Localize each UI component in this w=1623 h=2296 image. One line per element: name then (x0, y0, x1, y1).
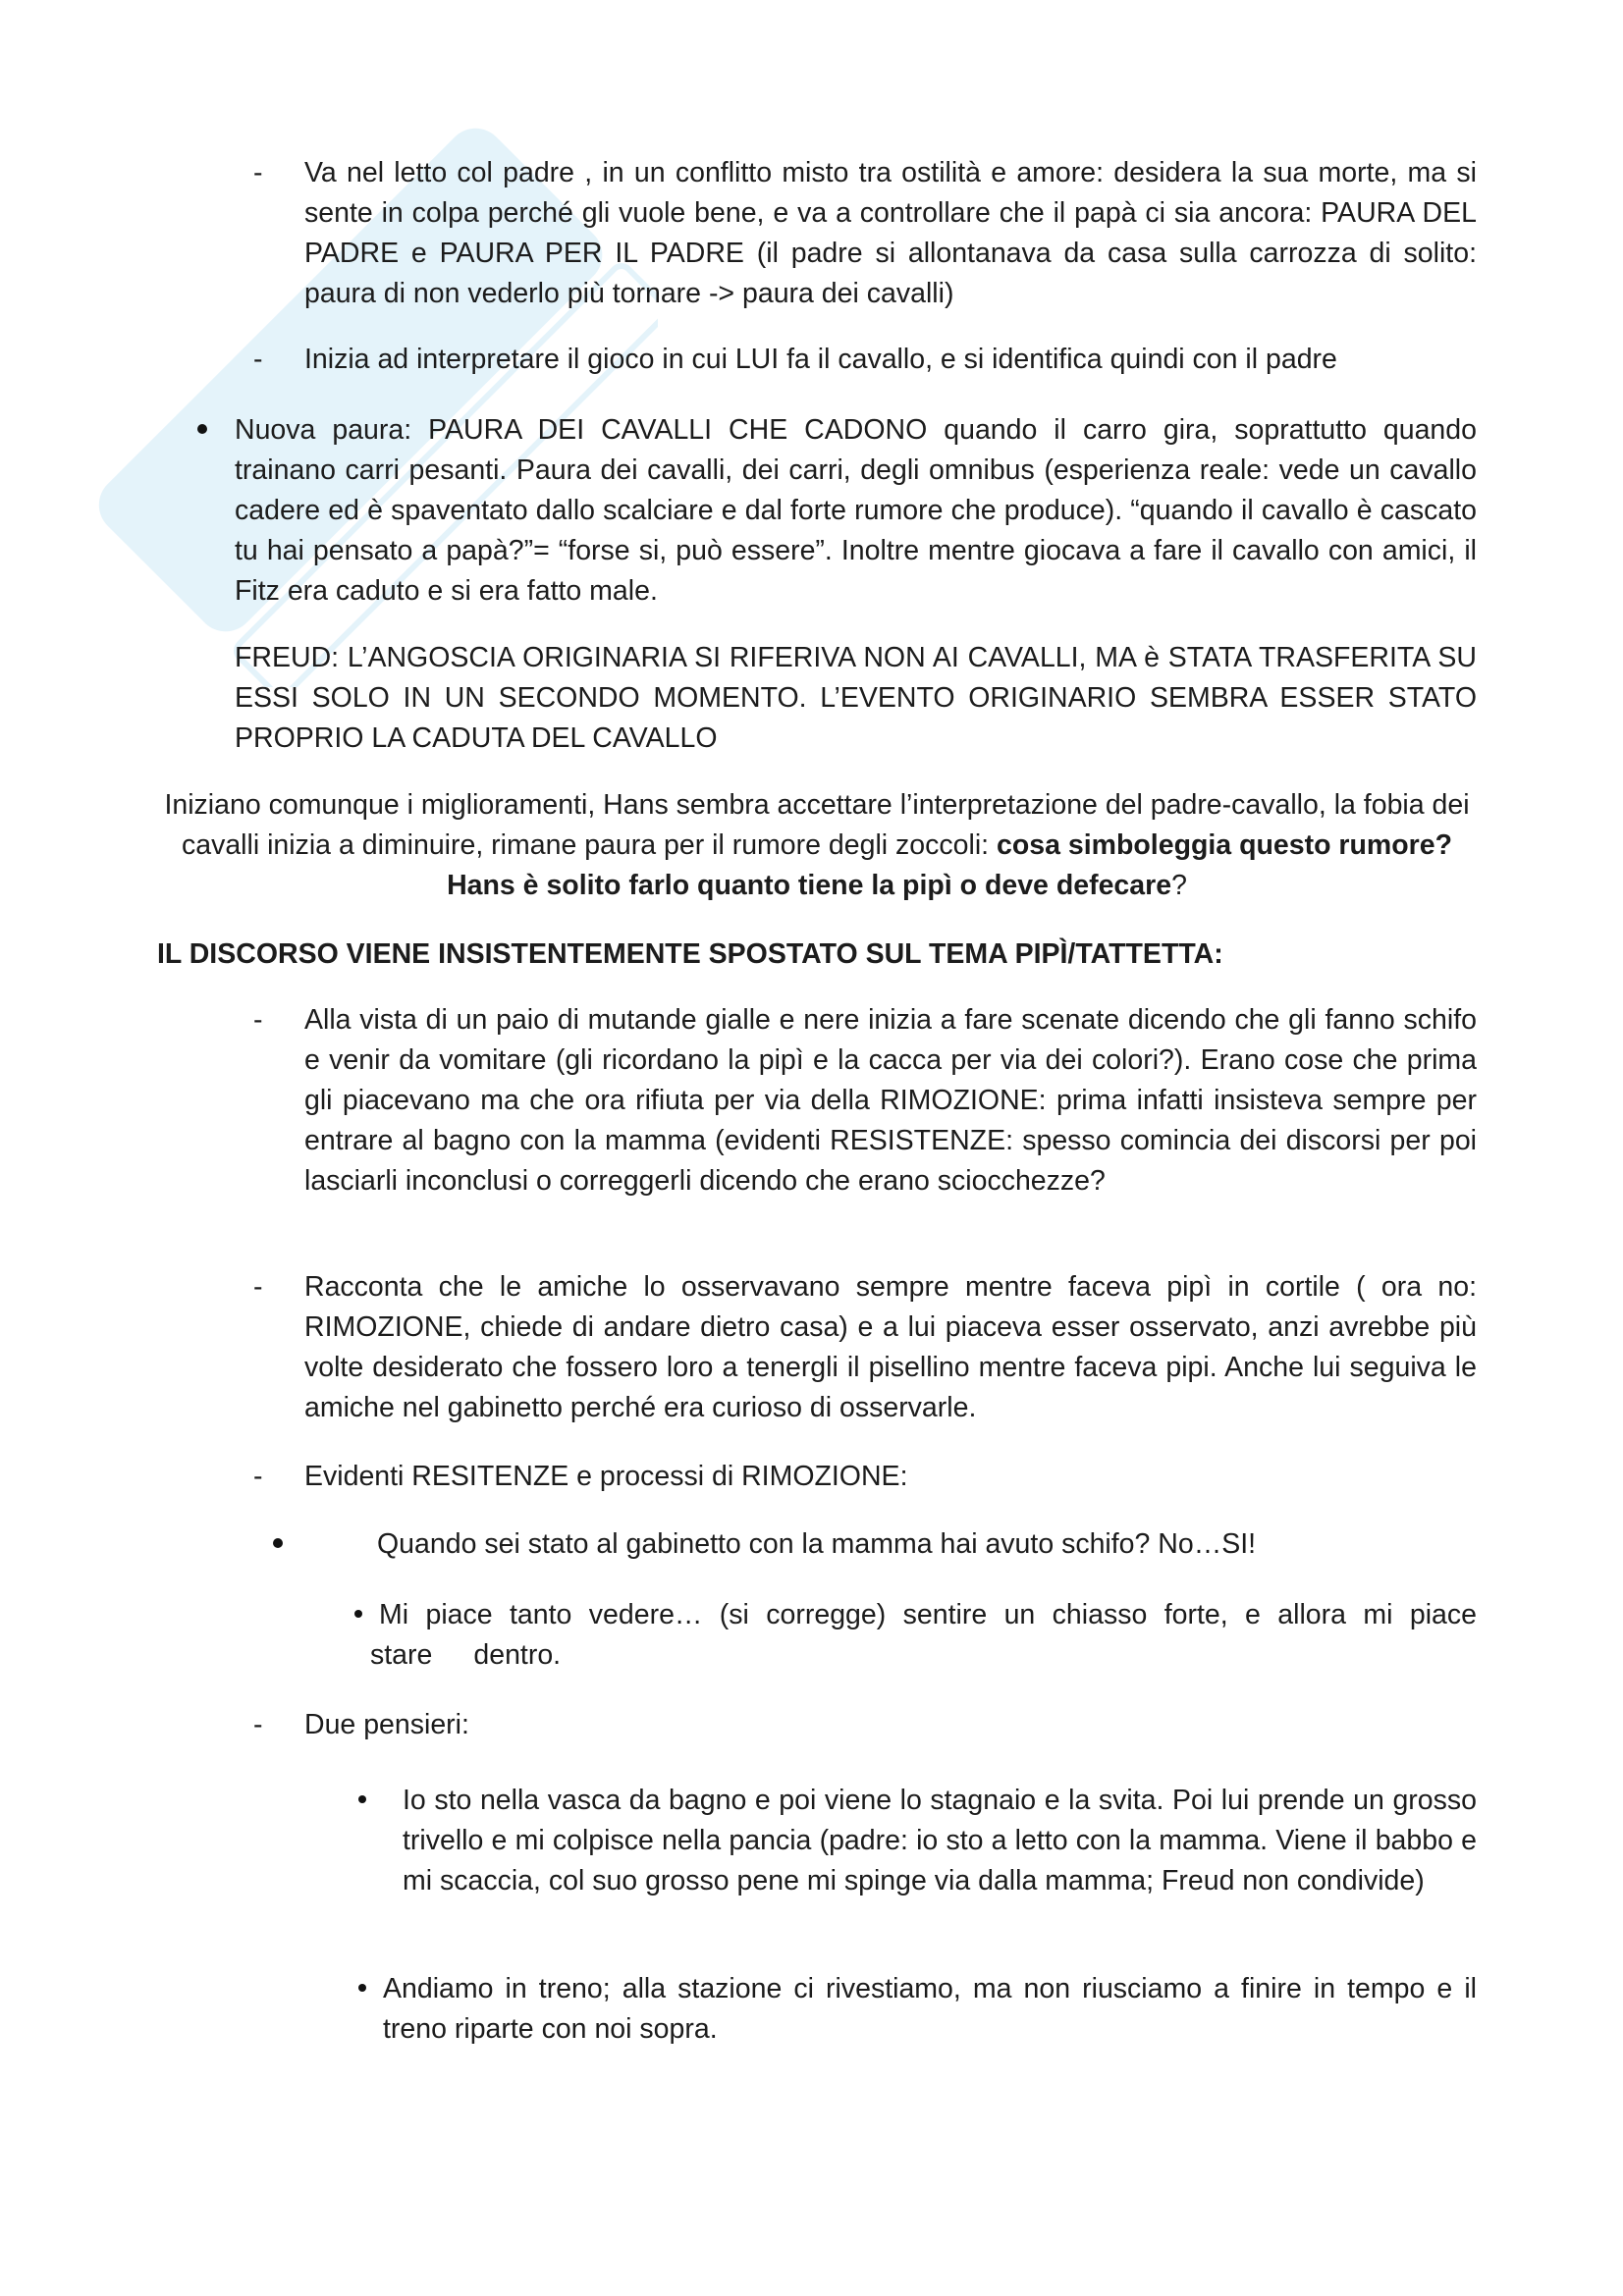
list-item-new-fear: Nuova paura: PAURA DEI CAVALLI CHE CADONO quando il carro gira, soprattutto quando trainano carri pesanti. Paura dei cavalli, dei carri, degli omnibus (esperienza reale: vede un cavallo cadere ed è spaventato dallo scalciare e dal forte rumore che produce). “quando il cavallo è cascato tu hai pensato a papà?”= “forse si, può essere”. Inoltre mentre giocava a fare il cavallo con amici, il Fitz era caduto e si era fatto male. (235, 414, 1477, 607)
sub-item-toilet-question: Quando sei stato al gabinetto con la mamma hai avuto schifo? No…SI! (377, 1528, 1257, 1560)
bullet-icon (197, 424, 207, 434)
word-stare: stare (370, 1639, 433, 1671)
bullet-icon (273, 1538, 283, 1548)
list-item-resistances: Evidenti RESITENZE e processi di RIMOZIONE: (304, 1461, 908, 1492)
list-item-underpants: Alla vista di un paio di mutande gialle e nere inizia a fare scenate dicendo che gli fanno schifo e venir da vomitare (gli ricordano la pipì e la cacca per via dei colori?). Erano cose che prima gli piacevano ma che ora rifiuta per via della RIMOZIONE: prima infatti insisteva sempre per entrare al bagno con la mamma (evidenti RESISTENZE: spesso comincia dei discorsi per poi lasciarli inconclusi o correggerli dicendo che erano sciocchezze? (304, 1004, 1477, 1197)
improvements-paragraph (157, 785, 1477, 906)
bullet-icon (354, 1610, 362, 1618)
sub-item-bathtub-thought: Io sto nella vasca da bagno e poi viene lo stagnaio e la svita. Poi lui prende un grosso trivello e mi colpisce nella pancia (padre: io sto a letto con la mamma. Viene il babbo e mi scaccia, col suo grosso pene mi spinge via dalla mamma; Freud non condivide) (403, 1785, 1477, 1896)
bullet-icon (358, 1984, 366, 1992)
list-item-friends-observing: Racconta che le amiche lo osservavano sempre mentre faceva pipì in cortile ( ora no: RIMOZIONE, chiede di andare dietro casa) e a lui piaceva esser osservato, anzi avrebbe più volte desiderato che fossero loro a tenergli il pisellino mentre faceva pipi. Anche lui seguiva le amiche nel gabinetto perché era curioso di osservarle. (304, 1271, 1477, 1423)
word-dentro: dentro. (473, 1639, 562, 1671)
section-heading: IL DISCORSO VIENE INSISTENTEMENTE SPOSTATO SUL TEMA PIPÌ/TATTETTA: (157, 938, 1223, 970)
list-item-bed-with-father: Va nel letto col padre , in un conflitto misto tra ostilità e amore: desidera la sua morte, ma si sente in colpa perché gli vuole bene, e va a controllare che il papà ci sia ancora: PAURA DEL PADRE e PAURA PER IL PADRE (il padre si allontanava da casa sulla carrozza di solito: paura di non vederlo più tornare -> paura dei cavalli) (304, 157, 1477, 309)
improvements-text: Iniziano comunque i miglioramenti, Hans sembra accettare l’interpretazione del padre-cavallo, la fobia dei cavalli inizia a diminuire, rimane paura per il rumore degli zoccoli: (164, 789, 1470, 861)
list-item-horse-game: Inizia ad interpretare il gioco in cui LUI fa il cavallo, e si identifica quindi con il padre (304, 344, 1337, 375)
sub-item-train-thought: Andiamo in treno; alla stazione ci rivestiamo, ma non riusciamo a finire in tempo e il treno riparte con noi sopra. (383, 1973, 1477, 2045)
improvements-bold-question: cosa simboleggia questo rumore? Hans è solito farlo quanto tiene la pipì o deve defecare (447, 829, 1453, 901)
dash-marker: - (253, 344, 263, 375)
improvements-end: ? (1171, 870, 1187, 901)
list-item-two-thoughts: Due pensieri: (304, 1709, 469, 1740)
dash-marker: - (253, 1709, 263, 1740)
dash-marker: - (253, 1004, 263, 1036)
bullet-icon (358, 1795, 366, 1803)
dash-marker: - (253, 1271, 263, 1303)
dash-marker: - (253, 157, 263, 188)
sub-item-like-to-see-line1: Mi piace tanto vedere… (si corregge) sentire un chiasso forte, e allora mi piace (379, 1599, 1477, 1630)
dash-marker: - (253, 1461, 263, 1492)
sub-item-like-to-see-line2 (370, 1635, 1477, 1676)
freud-quote: FREUD: L’ANGOSCIA ORIGINARIA SI RIFERIVA NON AI CAVALLI, MA è STATA TRASFERITA SU ESSI SOLO IN UN SECONDO MOMENTO. L’EVENTO ORIGINARIO SEMBRA ESSER STATO PROPRIO LA CADUTA DEL CAVALLO (235, 642, 1477, 754)
